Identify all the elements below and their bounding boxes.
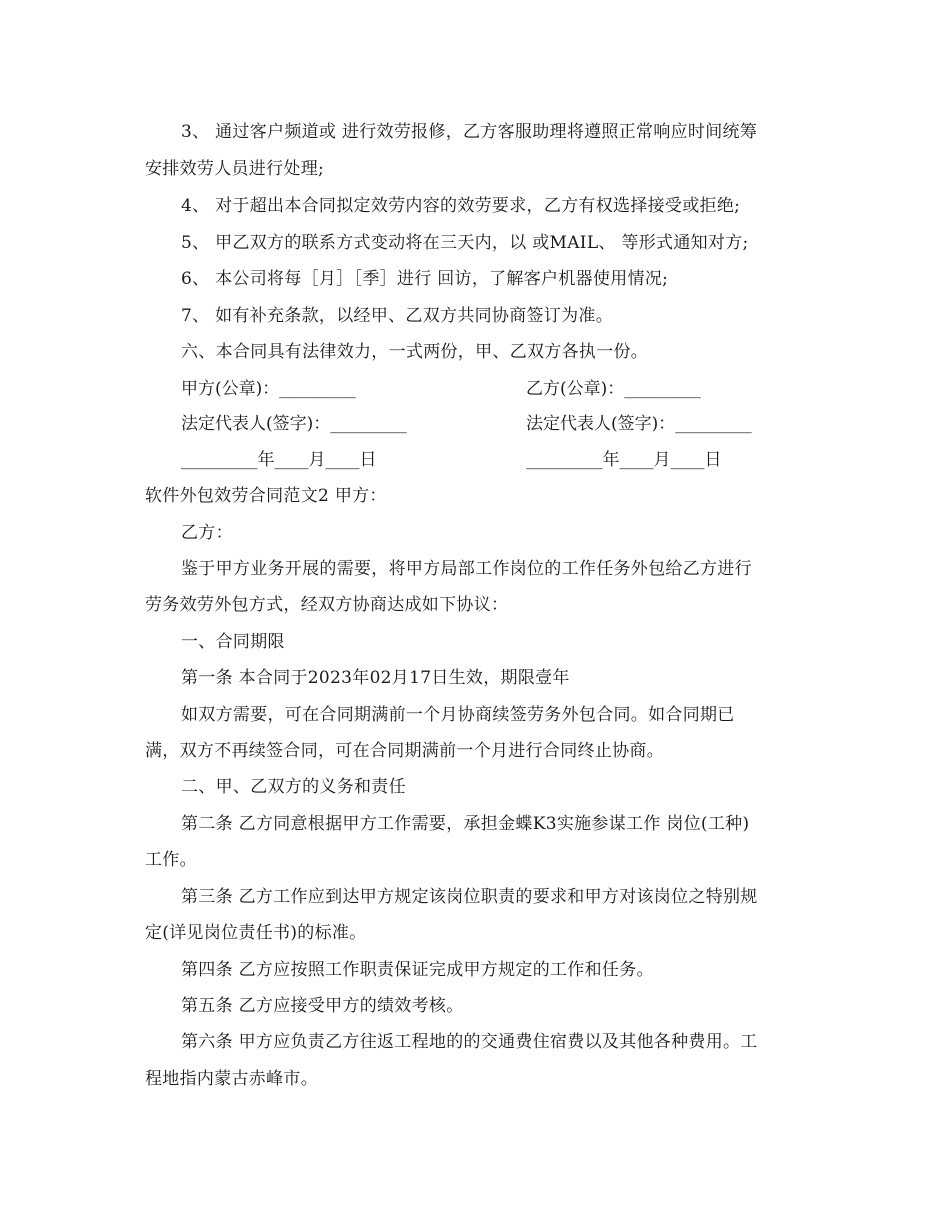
text-line: 6、 本公司将每［月］［季］进行 回访，了解客户机器使用情况; [181, 269, 669, 289]
text-line: 第一条 本合同于2023年02月17日生效，期限壹年 [181, 668, 570, 688]
text-line: 5、 甲乙双方的联系方式变动将在三天内，以 或MAIL、 等形式通知对方; [181, 233, 749, 253]
text-line: 第二条 乙方同意根据甲方工作需要，承担金蝶K3实施参谋工作 岗位(工种) [181, 814, 750, 834]
text-line: 3、 通过客户频道或 进行效劳报修，乙方客服助理将遵照正常响应时间统筹 [181, 122, 758, 142]
text-line: 第六条 甲方应负责乙方往返工程地的的交通费住宿费以及其他各种费用。工 [181, 1032, 758, 1052]
text-line: 如双方需要，可在合同期满前一个月协商续签劳务外包合同。如合同期已 [181, 705, 735, 725]
text-line: 7、 如有补充条款，以经甲、乙双方共同协商签订为准。 [181, 306, 614, 326]
party-b-date-line: _________年____月____日 [526, 450, 722, 470]
text-line: 满，双方不再续签合同，可在合同期满前一个月进行合同终止协商。 [145, 741, 664, 761]
text-line: 乙方： [181, 523, 233, 543]
party-a-seal-line: 甲方(公章)：_________ [181, 379, 356, 399]
text-line: 第五条 乙方应接受甲方的绩效考核。 [181, 996, 464, 1016]
text-line: 第四条 乙方应按照工作职责保证完成甲方规定的工作和任务。 [181, 960, 654, 980]
party-b-representative-line: 法定代表人(签字)：_________ [526, 414, 752, 434]
text-line: 程地指内蒙古赤峰市。 [145, 1069, 318, 1089]
party-b-seal-line: 乙方(公章)：_________ [526, 379, 701, 399]
text-line: 定(详见岗位责任书)的标准。 [145, 923, 367, 943]
text-line: 鉴于甲方业务开展的需要，将甲方局部工作岗位的工作任务外包给乙方进行 [181, 559, 752, 579]
section-heading: 一、合同期限 [181, 632, 285, 652]
section-heading: 二、甲、乙双方的义务和责任 [181, 777, 406, 797]
text-line: 工作。 [145, 850, 197, 870]
text-line: 六、本合同具有法律效力，一式两份，甲、乙双方各执一份。 [181, 342, 649, 362]
text-line: 4、 对于超出本合同拟定效劳内容的效劳要求，乙方有权选择接受或拒绝; [181, 196, 741, 216]
section-title: 软件外包效劳合同范文2 甲方： [145, 486, 387, 506]
text-line: 劳务效劳外包方式，经双方协商达成如下协议： [145, 595, 509, 615]
party-a-representative-line: 法定代表人(签字)：_________ [181, 414, 407, 434]
text-line: 安排效劳人员进行处理; [145, 159, 325, 179]
text-line: 第三条 乙方工作应到达甲方规定该岗位职责的要求和甲方对该岗位之特别规 [181, 887, 758, 907]
party-a-date-line: _________年____月____日 [181, 450, 377, 470]
